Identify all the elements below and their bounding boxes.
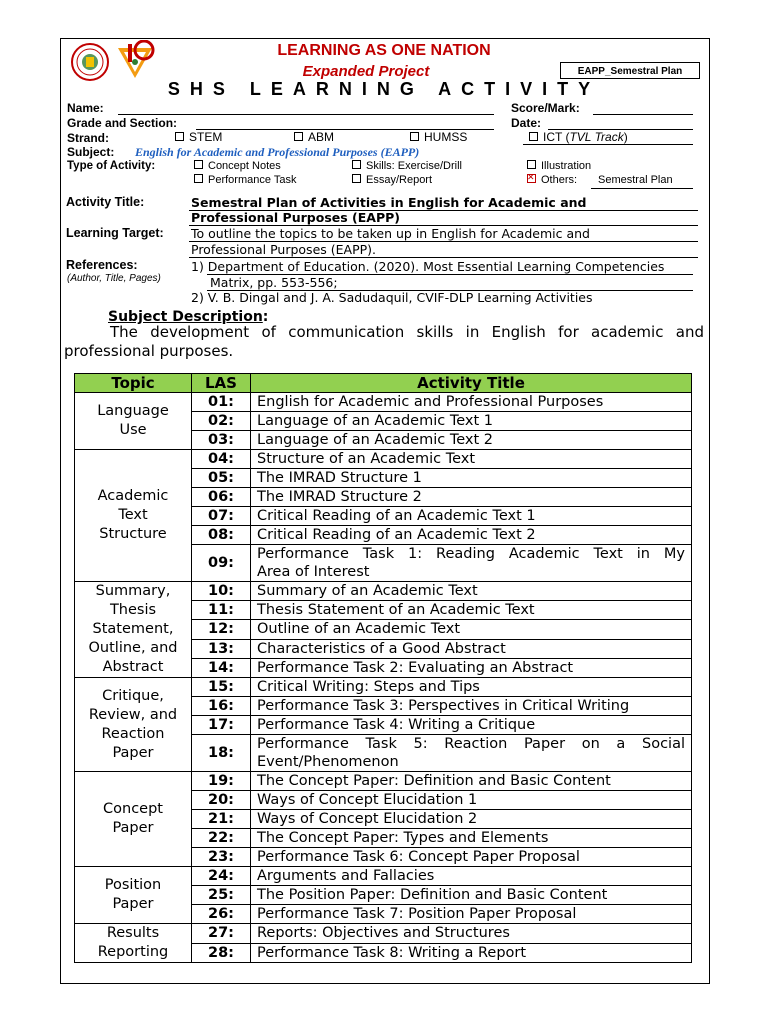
activity-title-cell: Performance Task 2: Evaluating an Abstract bbox=[251, 658, 692, 677]
activity-title-cell: English for Academic and Professional Purposes bbox=[251, 393, 692, 412]
activity-title-cell: Reports: Objectives and Structures bbox=[251, 924, 692, 944]
activity-title-cell: Language of an Academic Text 2 bbox=[251, 431, 692, 450]
activity-title-cell: Critical Reading of an Academic Text 1 bbox=[251, 507, 692, 526]
las-number-cell: 21: bbox=[192, 810, 251, 829]
strand-option-stem[interactable]: STEM bbox=[175, 130, 222, 144]
activity-title-cell: Outline of an Academic Text bbox=[251, 620, 692, 639]
reference-2: 2) V. B. Dingal and J. A. Sadudaquil, CVIF-DLP Learning Activities bbox=[191, 290, 593, 305]
las-number-cell: 06: bbox=[192, 488, 251, 507]
type-option-skills[interactable]: Skills: Exercise/Drill bbox=[352, 160, 462, 172]
type-of-activity-label: Type of Activity: bbox=[67, 160, 156, 172]
checkbox-icon bbox=[194, 160, 203, 169]
activity-title-cell: Performance Task 6: Concept Paper Proposal bbox=[251, 848, 692, 867]
table-row bbox=[75, 678, 692, 697]
las-number-cell: 01: bbox=[192, 393, 251, 412]
strand-underline bbox=[523, 144, 693, 145]
table-row bbox=[75, 450, 692, 469]
learning-target-line2: Professional Purposes (EAPP). bbox=[191, 242, 376, 257]
las-number-cell: 03: bbox=[192, 431, 251, 450]
topic-cell: Position Paper bbox=[75, 867, 192, 924]
reference-1-line1: 1) Department of Education. (2020). Most Essential Learning Competencies bbox=[191, 259, 665, 274]
las-number-cell: 23: bbox=[192, 848, 251, 867]
type-option-performance-task[interactable]: Performance Task bbox=[194, 174, 296, 186]
subject-value: English for Academic and Professional Purposes (EAPP) bbox=[135, 145, 420, 159]
name-field[interactable] bbox=[118, 114, 494, 115]
activity-title-cell: Performance Task 3: Perspectives in Critical Writing bbox=[251, 697, 692, 716]
las-number-cell: 09: bbox=[192, 545, 251, 582]
activity-title-label: Activity Title: bbox=[66, 195, 145, 209]
las-number-cell: 20: bbox=[192, 791, 251, 810]
semestral-plan-table bbox=[74, 373, 692, 963]
activity-title-cell: Ways of Concept Elucidation 1 bbox=[251, 791, 692, 810]
type-option-others[interactable]: ✕ Others: bbox=[527, 174, 577, 186]
activity-title-cell: The Position Paper: Definition and Basic Content bbox=[251, 886, 692, 905]
table-header-activity-title: Activity Title bbox=[251, 374, 692, 393]
las-number-cell: 18: bbox=[192, 735, 251, 772]
date-label: Date: bbox=[511, 116, 542, 130]
checkbox-icon bbox=[529, 132, 538, 141]
las-number-cell: 05: bbox=[192, 469, 251, 488]
activity-title-cell: Language of an Academic Text 1 bbox=[251, 412, 692, 431]
las-number-cell: 26: bbox=[192, 905, 251, 924]
las-number-cell: 07: bbox=[192, 507, 251, 526]
table-row bbox=[75, 582, 692, 601]
las-number-cell: 13: bbox=[192, 639, 251, 658]
activity-title-cell: Performance Task 1: Reading Academic Text in My Area of Interest bbox=[251, 545, 692, 582]
las-number-cell: 12: bbox=[192, 620, 251, 639]
references-hint: (Author, Title, Pages) bbox=[67, 273, 161, 284]
others-value: Semestral Plan bbox=[598, 174, 673, 186]
strand-option-humss[interactable]: HUMSS bbox=[410, 130, 467, 144]
learning-target-underline bbox=[189, 257, 698, 258]
las-number-cell: 28: bbox=[192, 943, 251, 963]
score-label: Score/Mark: bbox=[511, 101, 580, 115]
las-number-cell: 16: bbox=[192, 697, 251, 716]
score-field[interactable] bbox=[593, 114, 693, 115]
checkbox-icon bbox=[410, 132, 419, 141]
topic-cell: Critique, Review, and Reaction Paper bbox=[75, 678, 192, 772]
name-label: Name: bbox=[67, 101, 104, 115]
strand-option-ict[interactable]: ICT (TVL Track) bbox=[529, 130, 628, 144]
subject-label: Subject: bbox=[67, 145, 115, 159]
las-number-cell: 11: bbox=[192, 601, 251, 620]
checkbox-icon bbox=[352, 160, 361, 169]
activity-title-cell: Performance Task 4: Writing a Critique bbox=[251, 716, 692, 735]
document-code: EAPP_Semestral Plan bbox=[560, 62, 700, 79]
checkbox-icon bbox=[352, 174, 361, 183]
activity-title-cell: The Concept Paper: Types and Elements bbox=[251, 829, 692, 848]
checkbox-icon bbox=[194, 174, 203, 183]
strand-option-abm[interactable]: ABM bbox=[294, 130, 334, 144]
grade-section-label: Grade and Section: bbox=[67, 116, 178, 130]
type-option-illustration[interactable]: Illustration bbox=[527, 160, 591, 172]
table-header-las: LAS bbox=[192, 374, 251, 393]
table-row bbox=[75, 772, 692, 791]
activity-title-cell: Structure of an Academic Text bbox=[251, 450, 692, 469]
activity-title-cell: Performance Task 5: Reaction Paper on a Social Event/Phenomenon bbox=[251, 735, 692, 772]
learning-target-line1: To outline the topics to be taken up in English for Academic and bbox=[191, 226, 590, 241]
table-header-topic: Topic bbox=[75, 374, 192, 393]
activity-title-cell: Performance Task 8: Writing a Report bbox=[251, 943, 692, 963]
las-number-cell: 04: bbox=[192, 450, 251, 469]
las-number-cell: 02: bbox=[192, 412, 251, 431]
las-number-cell: 25: bbox=[192, 886, 251, 905]
las-number-cell: 19: bbox=[192, 772, 251, 791]
topic-cell: Concept Paper bbox=[75, 772, 192, 867]
activity-title-cell: Performance Task 7: Position Paper Proposal bbox=[251, 905, 692, 924]
las-number-cell: 17: bbox=[192, 716, 251, 735]
type-option-essay-report[interactable]: Essay/Report bbox=[352, 174, 432, 186]
type-option-concept-notes[interactable]: Concept Notes bbox=[194, 160, 281, 172]
table-row bbox=[75, 867, 692, 886]
activity-banner: SHS LEARNING ACTIVITY bbox=[167, 79, 601, 99]
las-number-cell: 15: bbox=[192, 678, 251, 697]
checked-checkbox-icon bbox=[527, 174, 536, 183]
las-number-cell: 10: bbox=[192, 582, 251, 601]
references-label: References: bbox=[66, 258, 138, 272]
table-row bbox=[75, 924, 692, 944]
checkbox-icon bbox=[527, 160, 536, 169]
las-number-cell: 22: bbox=[192, 829, 251, 848]
subject-description-text: The development of communication skills in English for academic and professional purposes. bbox=[64, 323, 704, 360]
strand-label: Strand: bbox=[67, 131, 109, 145]
checkbox-icon bbox=[175, 132, 184, 141]
activity-title-line1: Semestral Plan of Activities in English for Academic and bbox=[191, 195, 587, 210]
topic-cell: Academic Text Structure bbox=[75, 450, 192, 582]
las-number-cell: 24: bbox=[192, 867, 251, 886]
activity-title-line2: Professional Purposes (EAPP) bbox=[191, 210, 400, 225]
reference-1-line2: Matrix, pp. 553-556; bbox=[210, 275, 338, 290]
activity-title-cell: Critical Reading of an Academic Text 2 bbox=[251, 526, 692, 545]
activity-title-cell: Thesis Statement of an Academic Text bbox=[251, 601, 692, 620]
las-number-cell: 08: bbox=[192, 526, 251, 545]
activity-title-cell: Characteristics of a Good Abstract bbox=[251, 639, 692, 658]
activity-title-cell: Ways of Concept Elucidation 2 bbox=[251, 810, 692, 829]
table-header-row bbox=[75, 374, 692, 393]
table-row bbox=[75, 393, 692, 412]
topic-cell: Summary, Thesis Statement, Outline, and Abstract bbox=[75, 582, 192, 678]
checkbox-icon bbox=[294, 132, 303, 141]
activity-title-cell: Summary of an Academic Text bbox=[251, 582, 692, 601]
topic-cell: Results Reporting bbox=[75, 924, 192, 963]
las-number-cell: 27: bbox=[192, 924, 251, 944]
activity-title-cell: Arguments and Fallacies bbox=[251, 867, 692, 886]
subject-description-heading: Subject Description: bbox=[108, 309, 269, 325]
activity-title-cell: Critical Writing: Steps and Tips bbox=[251, 678, 692, 697]
learning-target-label: Learning Target: bbox=[66, 226, 164, 240]
las-number-cell: 14: bbox=[192, 658, 251, 677]
table-body bbox=[75, 393, 692, 963]
activity-title-cell: The IMRAD Structure 1 bbox=[251, 469, 692, 488]
activity-title-cell: The IMRAD Structure 2 bbox=[251, 488, 692, 507]
others-underline bbox=[591, 188, 693, 189]
org-title: LEARNING AS ONE NATION bbox=[277, 42, 491, 59]
topic-cell: Language Use bbox=[75, 393, 192, 450]
project-title: Expanded Project bbox=[302, 63, 430, 80]
activity-title-cell: The Concept Paper: Definition and Basic Content bbox=[251, 772, 692, 791]
